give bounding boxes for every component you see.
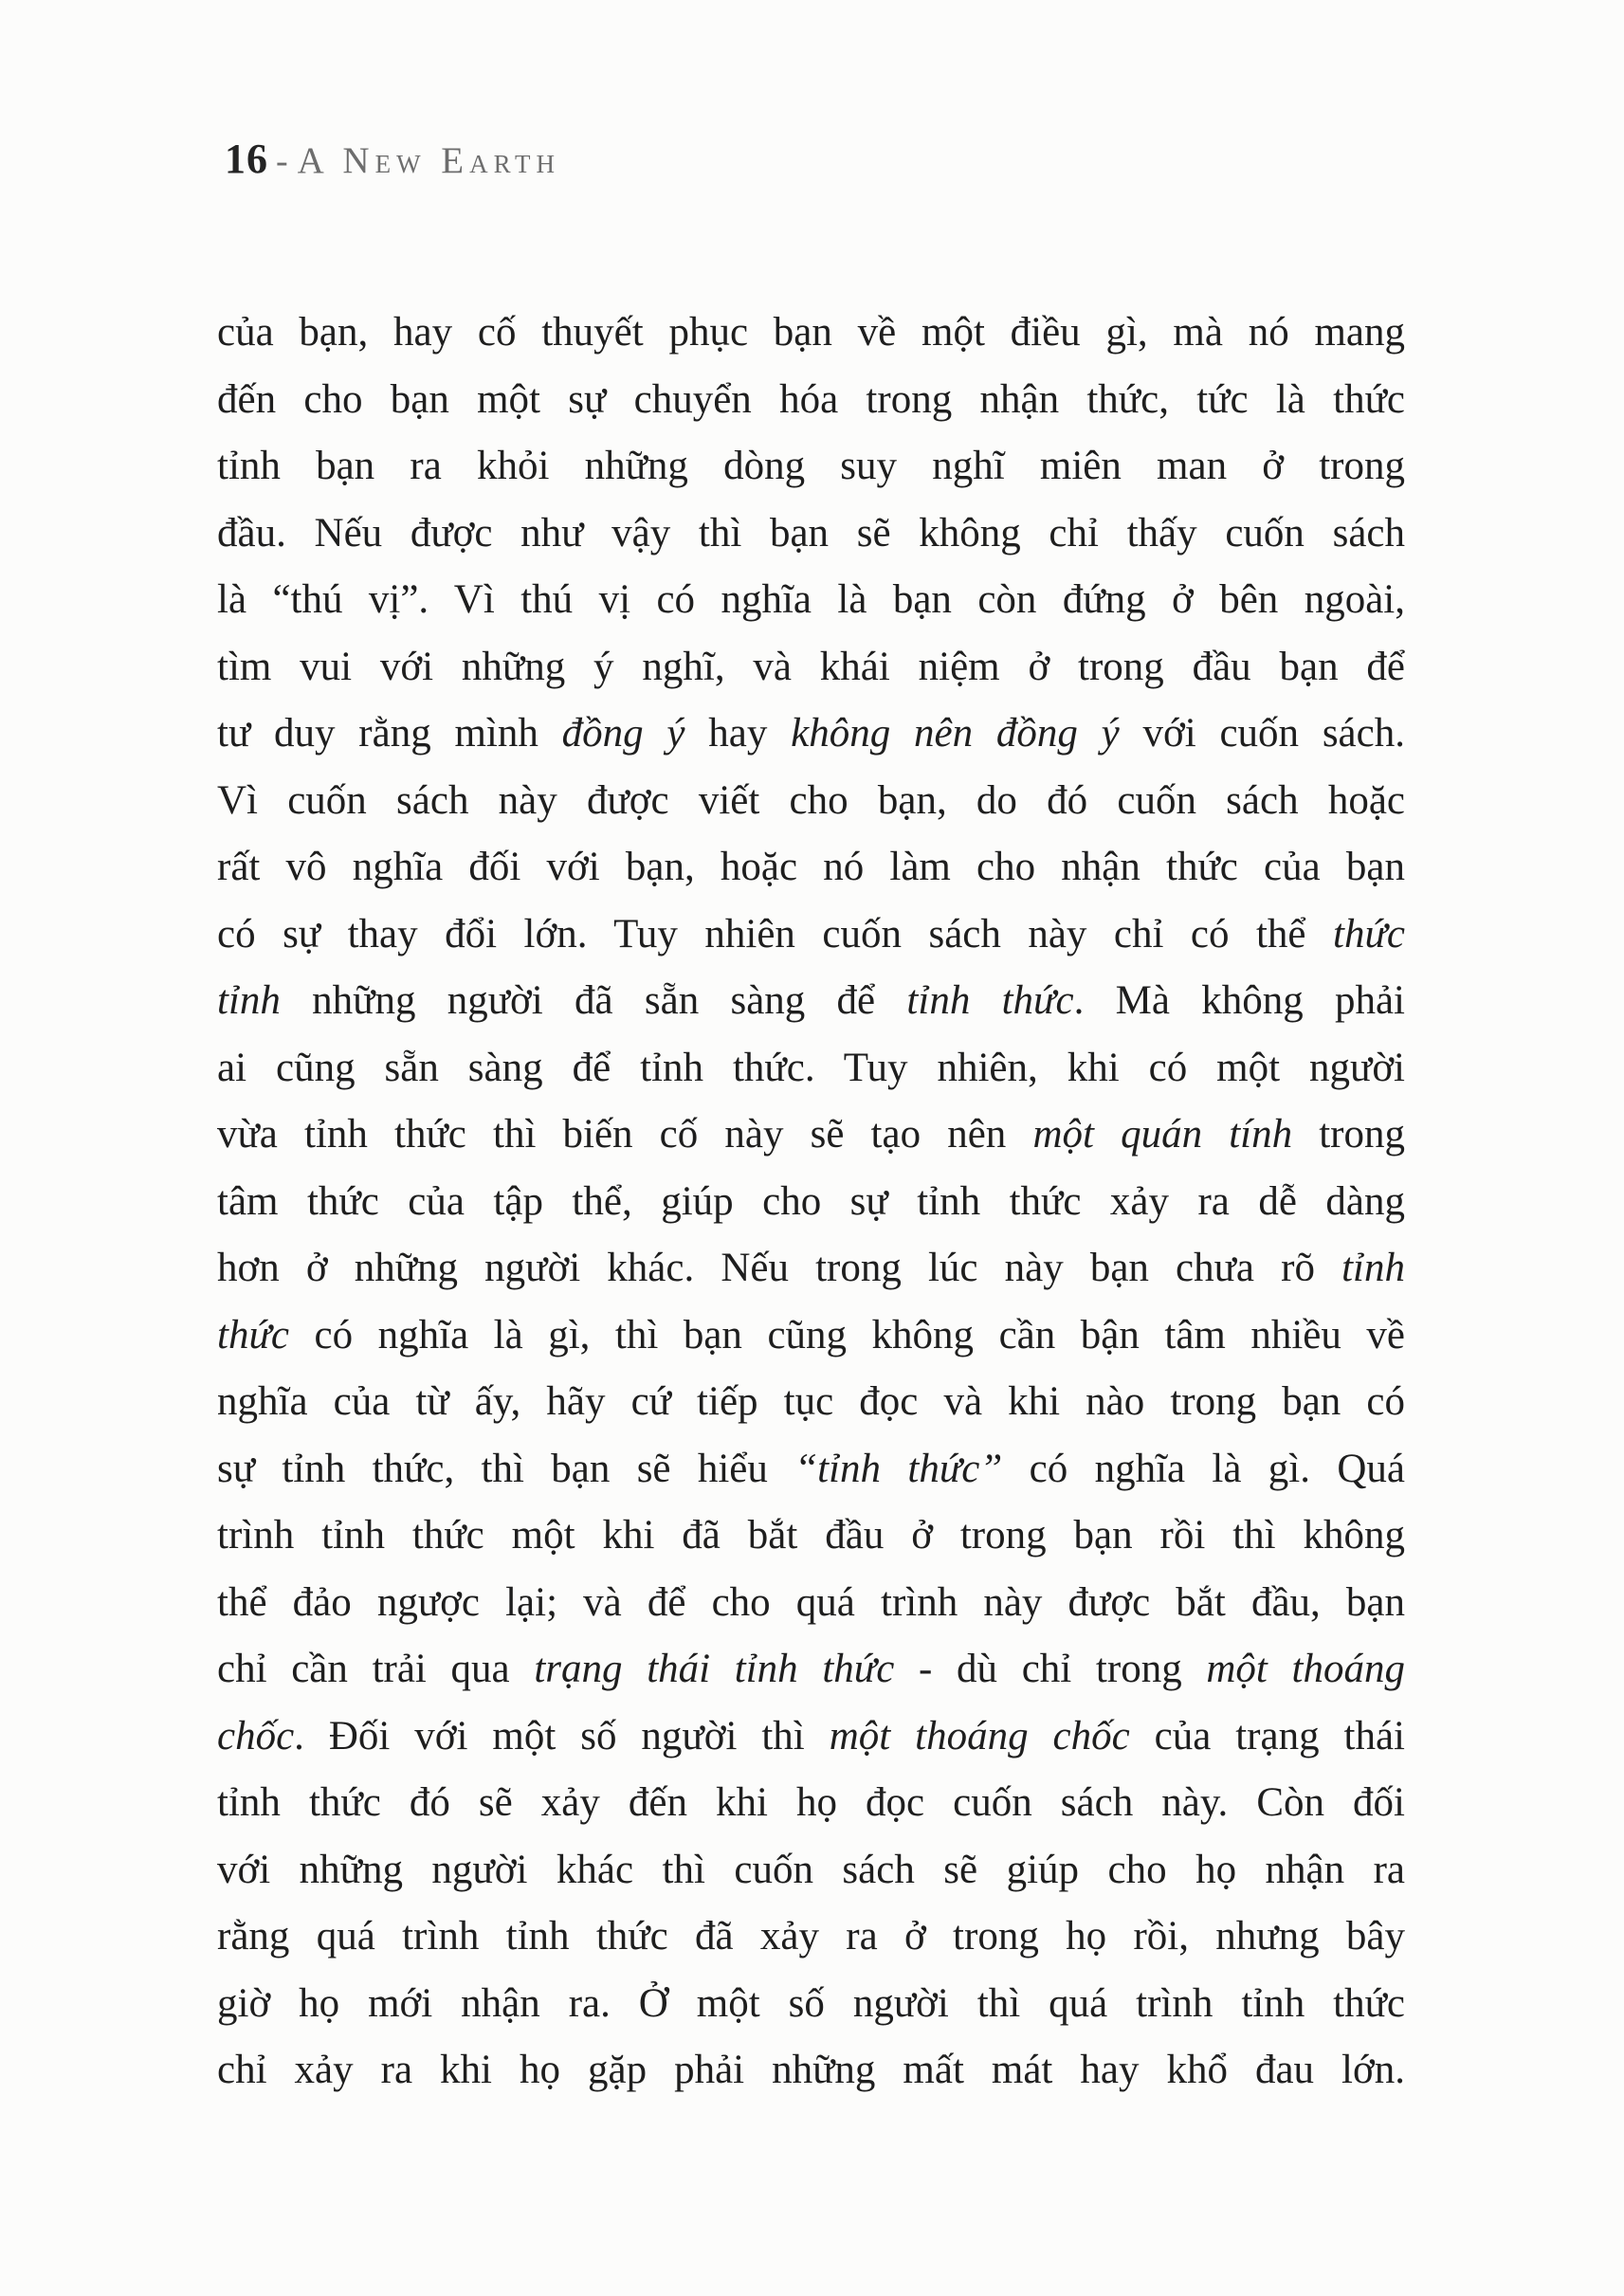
text-segment: những người đã sẵn sàng để <box>280 978 907 1023</box>
text-line <box>217 433 1405 501</box>
text-segment: nghĩa của từ ấy, hãy cứ tiếp tục đọc và khi nào trong bạn có <box>217 1379 1405 1424</box>
text-segment: chỉ xảy ra khi họ gặp phải những mất mát hay khổ đau lớn. <box>217 2048 1405 2092</box>
text-segment: tỉnh thức đó sẽ xảy đến khi họ đọc cuốn sách này. Còn đối <box>217 1780 1405 1825</box>
text-line <box>217 902 1405 969</box>
text-segment: Vì cuốn sách này được viết cho bạn, do đó cuốn sách hoặc <box>217 777 1405 823</box>
text-line <box>217 1904 1405 1971</box>
text-line <box>217 1169 1405 1236</box>
text-segment-italic: tỉnh <box>217 978 281 1023</box>
text-segment-italic: một thoáng chốc <box>829 1713 1130 1758</box>
text-segment: có nghĩa là gì. Quá <box>1002 1446 1405 1491</box>
text-segment-italic: chốc <box>217 1713 295 1758</box>
text-segment: giờ họ mới nhận ra. Ở một số người thì quá trình tỉnh thức <box>217 1980 1405 2026</box>
text-line <box>217 501 1405 568</box>
text-segment: có nghĩa là gì, thì bạn cũng không cần bận tâm nhiều về <box>289 1312 1405 1358</box>
text-line <box>217 1035 1405 1102</box>
text-segment: sự tỉnh thức, thì bạn sẽ hiểu <box>217 1446 795 1491</box>
text-line <box>217 1570 1405 1637</box>
text-segment: đầu. Nếu được như vậy thì bạn sẽ không chỉ thấy cuốn sách <box>217 510 1405 556</box>
text-segment: với những người khác thì cuốn sách sẽ giúp cho họ nhận ra <box>217 1847 1405 1892</box>
text-segment: tư duy rằng mình <box>217 711 562 756</box>
text-segment: của bạn, hay cố thuyết phục bạn về một điều gì, mà nó mang <box>217 310 1405 355</box>
page-header <box>225 138 560 180</box>
text-segment: tìm vui với những ý nghĩ, và khái niệm ở trong đầu bạn để <box>217 644 1405 689</box>
text-line <box>217 300 1405 367</box>
text-segment-italic: đồng ý <box>561 711 685 756</box>
text-segment-italic: thức <box>217 1312 289 1358</box>
text-line <box>217 367 1405 434</box>
text-line <box>217 634 1405 702</box>
text-segment-italic: trạng thái tỉnh thức <box>534 1647 895 1691</box>
text-segment: tâm thức của tập thể, giúp cho sự tỉnh thức xảy ra dễ dàng <box>217 1178 1405 1224</box>
text-line <box>217 1704 1405 1771</box>
text-segment: - dù chỉ trong <box>894 1647 1207 1691</box>
text-segment-italic: tỉnh thức <box>906 978 1074 1023</box>
text-line <box>217 768 1405 835</box>
text-line <box>217 1837 1405 1904</box>
text-line <box>217 1102 1405 1169</box>
text-line <box>217 2037 1405 2105</box>
text-line <box>217 1503 1405 1570</box>
text-segment: rất vô nghĩa đối với bạn, hoặc nó làm cho nhận thức của bạn <box>217 845 1405 889</box>
text-segment: có sự thay đổi lớn. Tuy nhiên cuốn sách này chỉ có thể <box>217 911 1333 957</box>
text-line <box>217 1636 1405 1704</box>
header-separator: - <box>276 141 288 181</box>
text-segment: hay <box>684 711 792 756</box>
text-line <box>217 567 1405 634</box>
text-line <box>217 834 1405 902</box>
text-segment-italic: “tỉnh thức” <box>794 1446 1003 1491</box>
text-line <box>217 1369 1405 1436</box>
text-segment: hơn ở những người khác. Nếu trong lúc này bạn chưa rõ <box>217 1246 1342 1290</box>
text-segment: chỉ cần trải qua <box>217 1647 535 1691</box>
body-text <box>217 300 1405 2105</box>
text-line <box>217 968 1405 1035</box>
text-segment: của trạng thái <box>1129 1713 1405 1758</box>
text-segment-italic: một thoáng <box>1206 1647 1406 1691</box>
text-segment-italic: không nên đồng ý <box>791 711 1120 756</box>
page-number: 16 <box>225 136 268 182</box>
text-line <box>217 1436 1405 1503</box>
text-segment: . Mà không phải <box>1073 978 1405 1023</box>
text-segment: là “thú vị”. Vì thú vị có nghĩa là bạn còn đứng ở bên ngoài, <box>217 577 1405 622</box>
book-title: A New Earth <box>297 140 561 181</box>
text-segment: đến cho bạn một sự chuyển hóa trong nhận thức, tức là thức <box>217 376 1405 422</box>
text-line <box>217 1303 1405 1370</box>
text-segment-italic: một quán tính <box>1032 1112 1293 1157</box>
text-segment: thể đảo ngược lại; và để cho quá trình này được bắt đầu, bạn <box>217 1579 1405 1625</box>
text-segment: với cuốn sách. <box>1119 711 1405 756</box>
text-line <box>217 1235 1405 1303</box>
text-line <box>217 1770 1405 1837</box>
text-segment-italic: tỉnh <box>1341 1246 1405 1290</box>
text-segment: ai cũng sẵn sàng để tỉnh thức. Tuy nhiên, khi có một người <box>217 1045 1405 1090</box>
text-segment-italic: thức <box>1333 911 1405 957</box>
text-line <box>217 1971 1405 2038</box>
text-segment: vừa tỉnh thức thì biến cố này sẽ tạo nên <box>217 1112 1033 1157</box>
text-segment: tỉnh bạn ra khỏi những dòng suy nghĩ miên man ở trong <box>217 444 1405 488</box>
text-segment: trong <box>1292 1112 1405 1157</box>
text-segment: rằng quá trình tỉnh thức đã xảy ra ở trong họ rồi, nhưng bây <box>217 1914 1405 1959</box>
text-segment: . Đối với một số người thì <box>294 1713 830 1758</box>
text-segment: trình tỉnh thức một khi đã bắt đầu ở trong bạn rồi thì không <box>217 1513 1405 1558</box>
text-line <box>217 701 1405 768</box>
